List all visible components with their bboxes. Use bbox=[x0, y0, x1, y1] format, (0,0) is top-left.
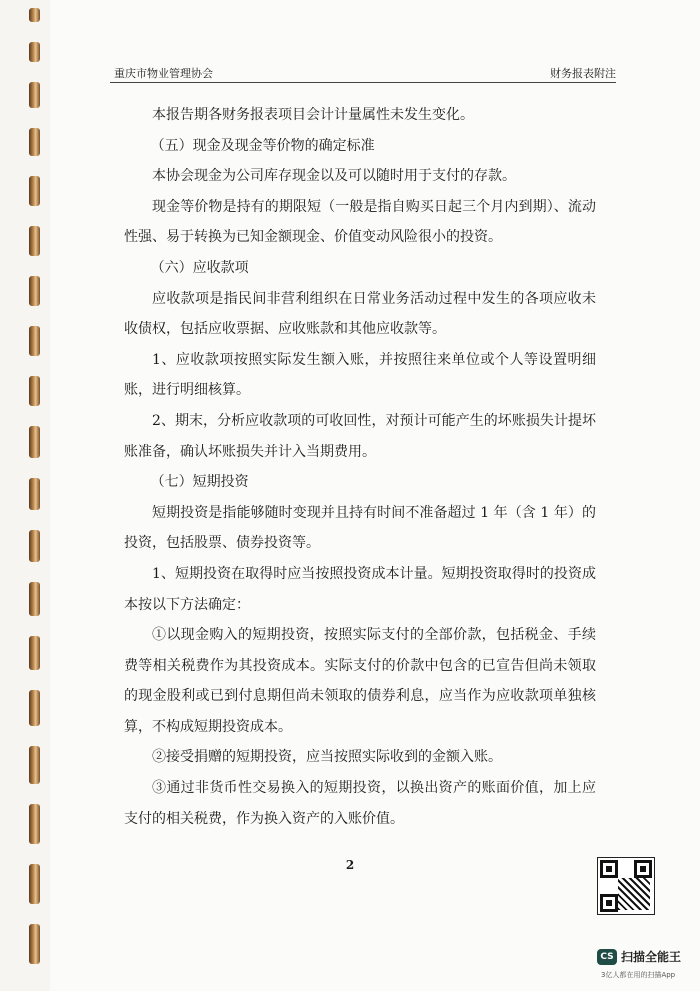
binding-hole bbox=[29, 582, 40, 616]
binding-hole bbox=[29, 326, 40, 356]
binding-hole bbox=[29, 226, 40, 256]
page-number: 2 bbox=[345, 858, 355, 872]
paragraph: 本协会现金为公司库存现金以及可以随时用于支付的存款。 bbox=[152, 168, 516, 185]
app-name: 扫描全能王 bbox=[621, 950, 682, 964]
binding-hole bbox=[29, 42, 40, 62]
binding-hole bbox=[29, 924, 40, 964]
paragraph: 本报告期各财务报表项目会计计量属性未发生变化。 bbox=[152, 107, 474, 123]
binding-hole bbox=[29, 176, 40, 206]
binding-hole bbox=[29, 746, 40, 784]
document-body bbox=[124, 100, 596, 834]
paragraph: 1、应收款项按照实际发生额入账，并按照往来单位或个人等设置明细账，进行明细核算。 bbox=[124, 351, 596, 399]
binding-hole bbox=[29, 690, 40, 726]
page-header bbox=[110, 62, 616, 83]
header-doc-title: 财务报表附注 bbox=[550, 67, 616, 80]
paragraph: 应收款项是指民间非营利组织在日常业务活动过程中发生的各项应收未收债权，包括应收票据、应收账款和其他应收款等。 bbox=[124, 290, 596, 338]
app-tagline: 3亿人都在用的扫描App bbox=[601, 971, 676, 979]
section-heading: （六）应收款项 bbox=[150, 259, 249, 276]
app-logo-icon: CS bbox=[597, 949, 617, 965]
binding-hole bbox=[29, 636, 40, 670]
binding-hole bbox=[29, 478, 40, 510]
paragraph: 现金等价物是持有的期限短（一般是指自购买日起三个月内到期）、流动性强、易于转换为已知金额现金、价值变动风险很小的投资。 bbox=[124, 198, 596, 246]
scanner-watermark bbox=[597, 948, 697, 988]
binding-hole bbox=[29, 8, 40, 22]
qr-code-icon bbox=[597, 857, 655, 915]
paragraph: 2、期末，分析应收款项的可收回性，对预计可能产生的坏账损失计提坏账准备，确认坏账损失并计入当期费用。 bbox=[124, 412, 596, 460]
binding-hole bbox=[29, 530, 40, 562]
binding-hole bbox=[29, 376, 40, 406]
binding-hole bbox=[29, 128, 40, 156]
paragraph: 短期投资是指能够随时变现并且持有时间不准备超过 1 年（含 1 年）的投资，包括股票、债券投资等。 bbox=[124, 504, 596, 552]
paragraph: ③通过非货币性交易换入的短期投资，以换出资产的账面价值，加上应支付的相关税费，作为换入资产的入账价值。 bbox=[124, 780, 596, 827]
section-heading: （七）短期投资 bbox=[150, 474, 249, 491]
paragraph: ①以现金购入的短期投资，按照实际支付的全部价款，包括税金、手续费等相关税费作为其投资成本。实际支付的价款中包含的已宣告但尚未领取的现金股利或已到付息期但尚未领取的债券利息，应当作为应收款项单独核算，不构成短期投资成本。 bbox=[124, 627, 596, 735]
binding-hole bbox=[29, 276, 40, 306]
binding-hole bbox=[29, 804, 40, 844]
binding-hole bbox=[29, 426, 40, 458]
binding-hole bbox=[29, 82, 40, 108]
section-heading: （五）现金及现金等价物的确定标准 bbox=[150, 137, 375, 154]
header-org: 重庆市物业管理协会 bbox=[114, 67, 213, 80]
paragraph: 1、短期投资在取得时应当按照投资成本计量。短期投资取得时的投资成本按以下方法确定： bbox=[124, 565, 596, 613]
paragraph: ②接受捐赠的短期投资，应当按照实际收到的金额入账。 bbox=[152, 749, 502, 766]
binding-edge bbox=[0, 0, 50, 991]
